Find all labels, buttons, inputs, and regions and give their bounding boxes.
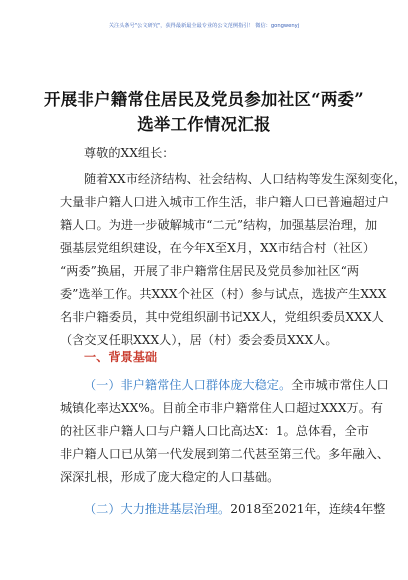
paragraph-line: 城镇化率达XX%。目前全市非户籍常住人口超过XXX万。有 <box>60 401 384 415</box>
paragraph-line: 深深扎根，形成了庞大稳定的人口基础。 <box>60 470 280 484</box>
paragraph-line: 非户籍人口已从第一代发展到第二代甚至第三代。多年融入、 <box>60 447 390 461</box>
paragraph-line <box>84 376 389 393</box>
paragraph-line: 随着XX市经济结构、社会结构、人口结构等发生深刻变化， <box>84 172 407 186</box>
section-heading: 一、背景基础 <box>84 350 158 364</box>
paragraph-line: （含交叉任职XXX人），居（村）委会委员XXX人。 <box>60 333 338 347</box>
paragraph-line: “两委”换届，开展了非户籍常住居民及党员参加社区“两 <box>60 264 360 278</box>
document-title-line-2: 选举工作情况汇报 <box>137 115 271 134</box>
paragraph-line: 籍人口。为进一步破解城市“二元”结构，加强基层治理，加 <box>60 218 378 232</box>
point-2-label: （二）大力推进基层治理。 <box>84 502 231 516</box>
paragraph-line: 委”选举工作。共XXX个社区（村）参与试点，选拔产生XXX <box>60 287 387 301</box>
paragraph-line: 大量非户籍人口进入城市工作生活，非户籍人口已普遍超过户 <box>60 195 390 209</box>
paragraph-line: 名非户籍委员，其中党组织副书记XX人，党组织委员XXX人 <box>60 310 384 324</box>
document-title-line-1: 开展非户籍常住居民及党员参加社区“两委” <box>44 90 364 109</box>
paragraph-line: 的社区非户籍人口与户籍人口比高达X：1。总体看，全市 <box>60 424 369 438</box>
header-banner: 关注头条号"公文研究"，获得最新最全最专业的公文范例指引！ 微信：gongwenyj <box>108 23 300 29</box>
point-1-text: 全市城市常住人口 <box>291 378 389 392</box>
paragraph-line: 强基层党组织建设，在今年X至X月，XX市结合村（社区） <box>60 241 376 255</box>
point-2-paragraph <box>84 500 385 517</box>
point-1-label: （一）非户籍常住人口群体庞大稳定。 <box>84 378 292 392</box>
salutation: 尊敬的XX组长： <box>84 146 175 160</box>
point-2-text: 2018至2021年，连续4年整 <box>230 502 386 516</box>
